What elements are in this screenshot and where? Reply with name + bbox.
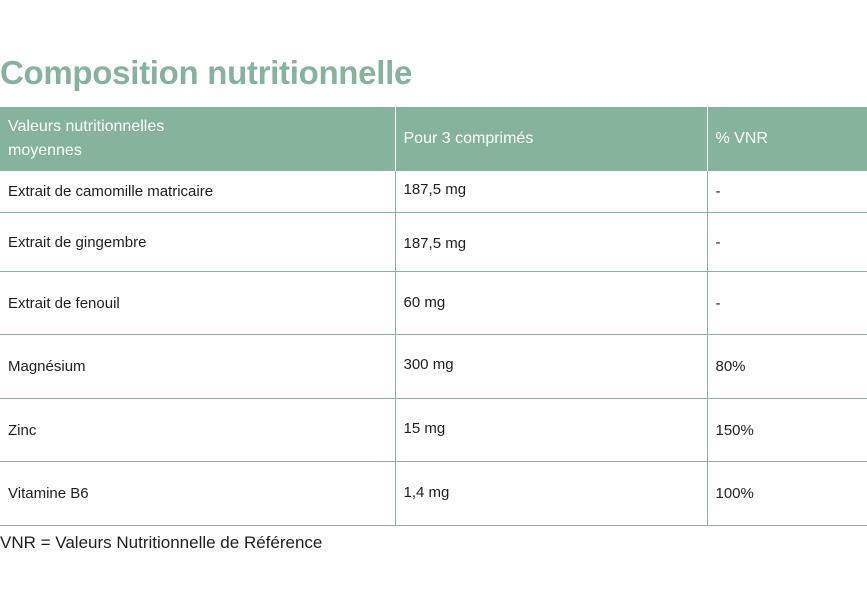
header-cell-amount <box>395 107 707 171</box>
table-row <box>0 335 867 399</box>
amount-cell: 15 mg <box>395 399 707 462</box>
vnr-cell: 80% <box>707 335 867 399</box>
vnr-cell: 100% <box>707 462 867 526</box>
table-row <box>0 399 867 462</box>
table-header <box>0 107 867 171</box>
nutrient-name-cell: Extrait de camomille matricaire <box>0 171 395 213</box>
page-title: Composition nutritionnelle <box>0 54 412 91</box>
nutrient-name-cell: Magnésium <box>0 335 395 399</box>
header-label-line: % VNR <box>715 130 768 147</box>
amount-cell: 60 mg <box>395 272 707 335</box>
header-label-line: Valeurs nutritionnelles <box>8 118 165 135</box>
vnr-cell: - <box>707 213 867 272</box>
nutrition-table <box>0 107 867 526</box>
amount-cell: 300 mg <box>395 335 707 399</box>
nutrient-name-cell: Extrait de gingembre <box>0 213 395 272</box>
header-label-line: Pour 3 comprimés <box>403 130 534 147</box>
nutrition-table-container <box>0 107 867 526</box>
amount-cell: 1,4 mg <box>395 462 707 526</box>
nutrient-name-cell: Extrait de fenouil <box>0 272 395 335</box>
amount-cell: 187,5 mg <box>395 213 707 272</box>
header-label-line: moyennes <box>8 142 82 159</box>
table-body <box>0 171 867 526</box>
nutrient-name-cell: Vitamine B6 <box>0 462 395 526</box>
table-row <box>0 213 867 272</box>
table-row <box>0 462 867 526</box>
table-header-row <box>0 107 867 171</box>
table-row <box>0 171 867 213</box>
vnr-cell: - <box>707 171 867 213</box>
nutrient-name-cell: Zinc <box>0 399 395 462</box>
header-cell-vnr <box>707 107 867 171</box>
header-cell-nutrient <box>0 107 395 171</box>
vnr-cell: 150% <box>707 399 867 462</box>
table-row <box>0 272 867 335</box>
amount-cell: 187,5 mg <box>395 171 707 213</box>
vnr-footnote: VNR = Valeurs Nutritionnelle de Référence <box>0 533 323 552</box>
vnr-cell: - <box>707 272 867 335</box>
